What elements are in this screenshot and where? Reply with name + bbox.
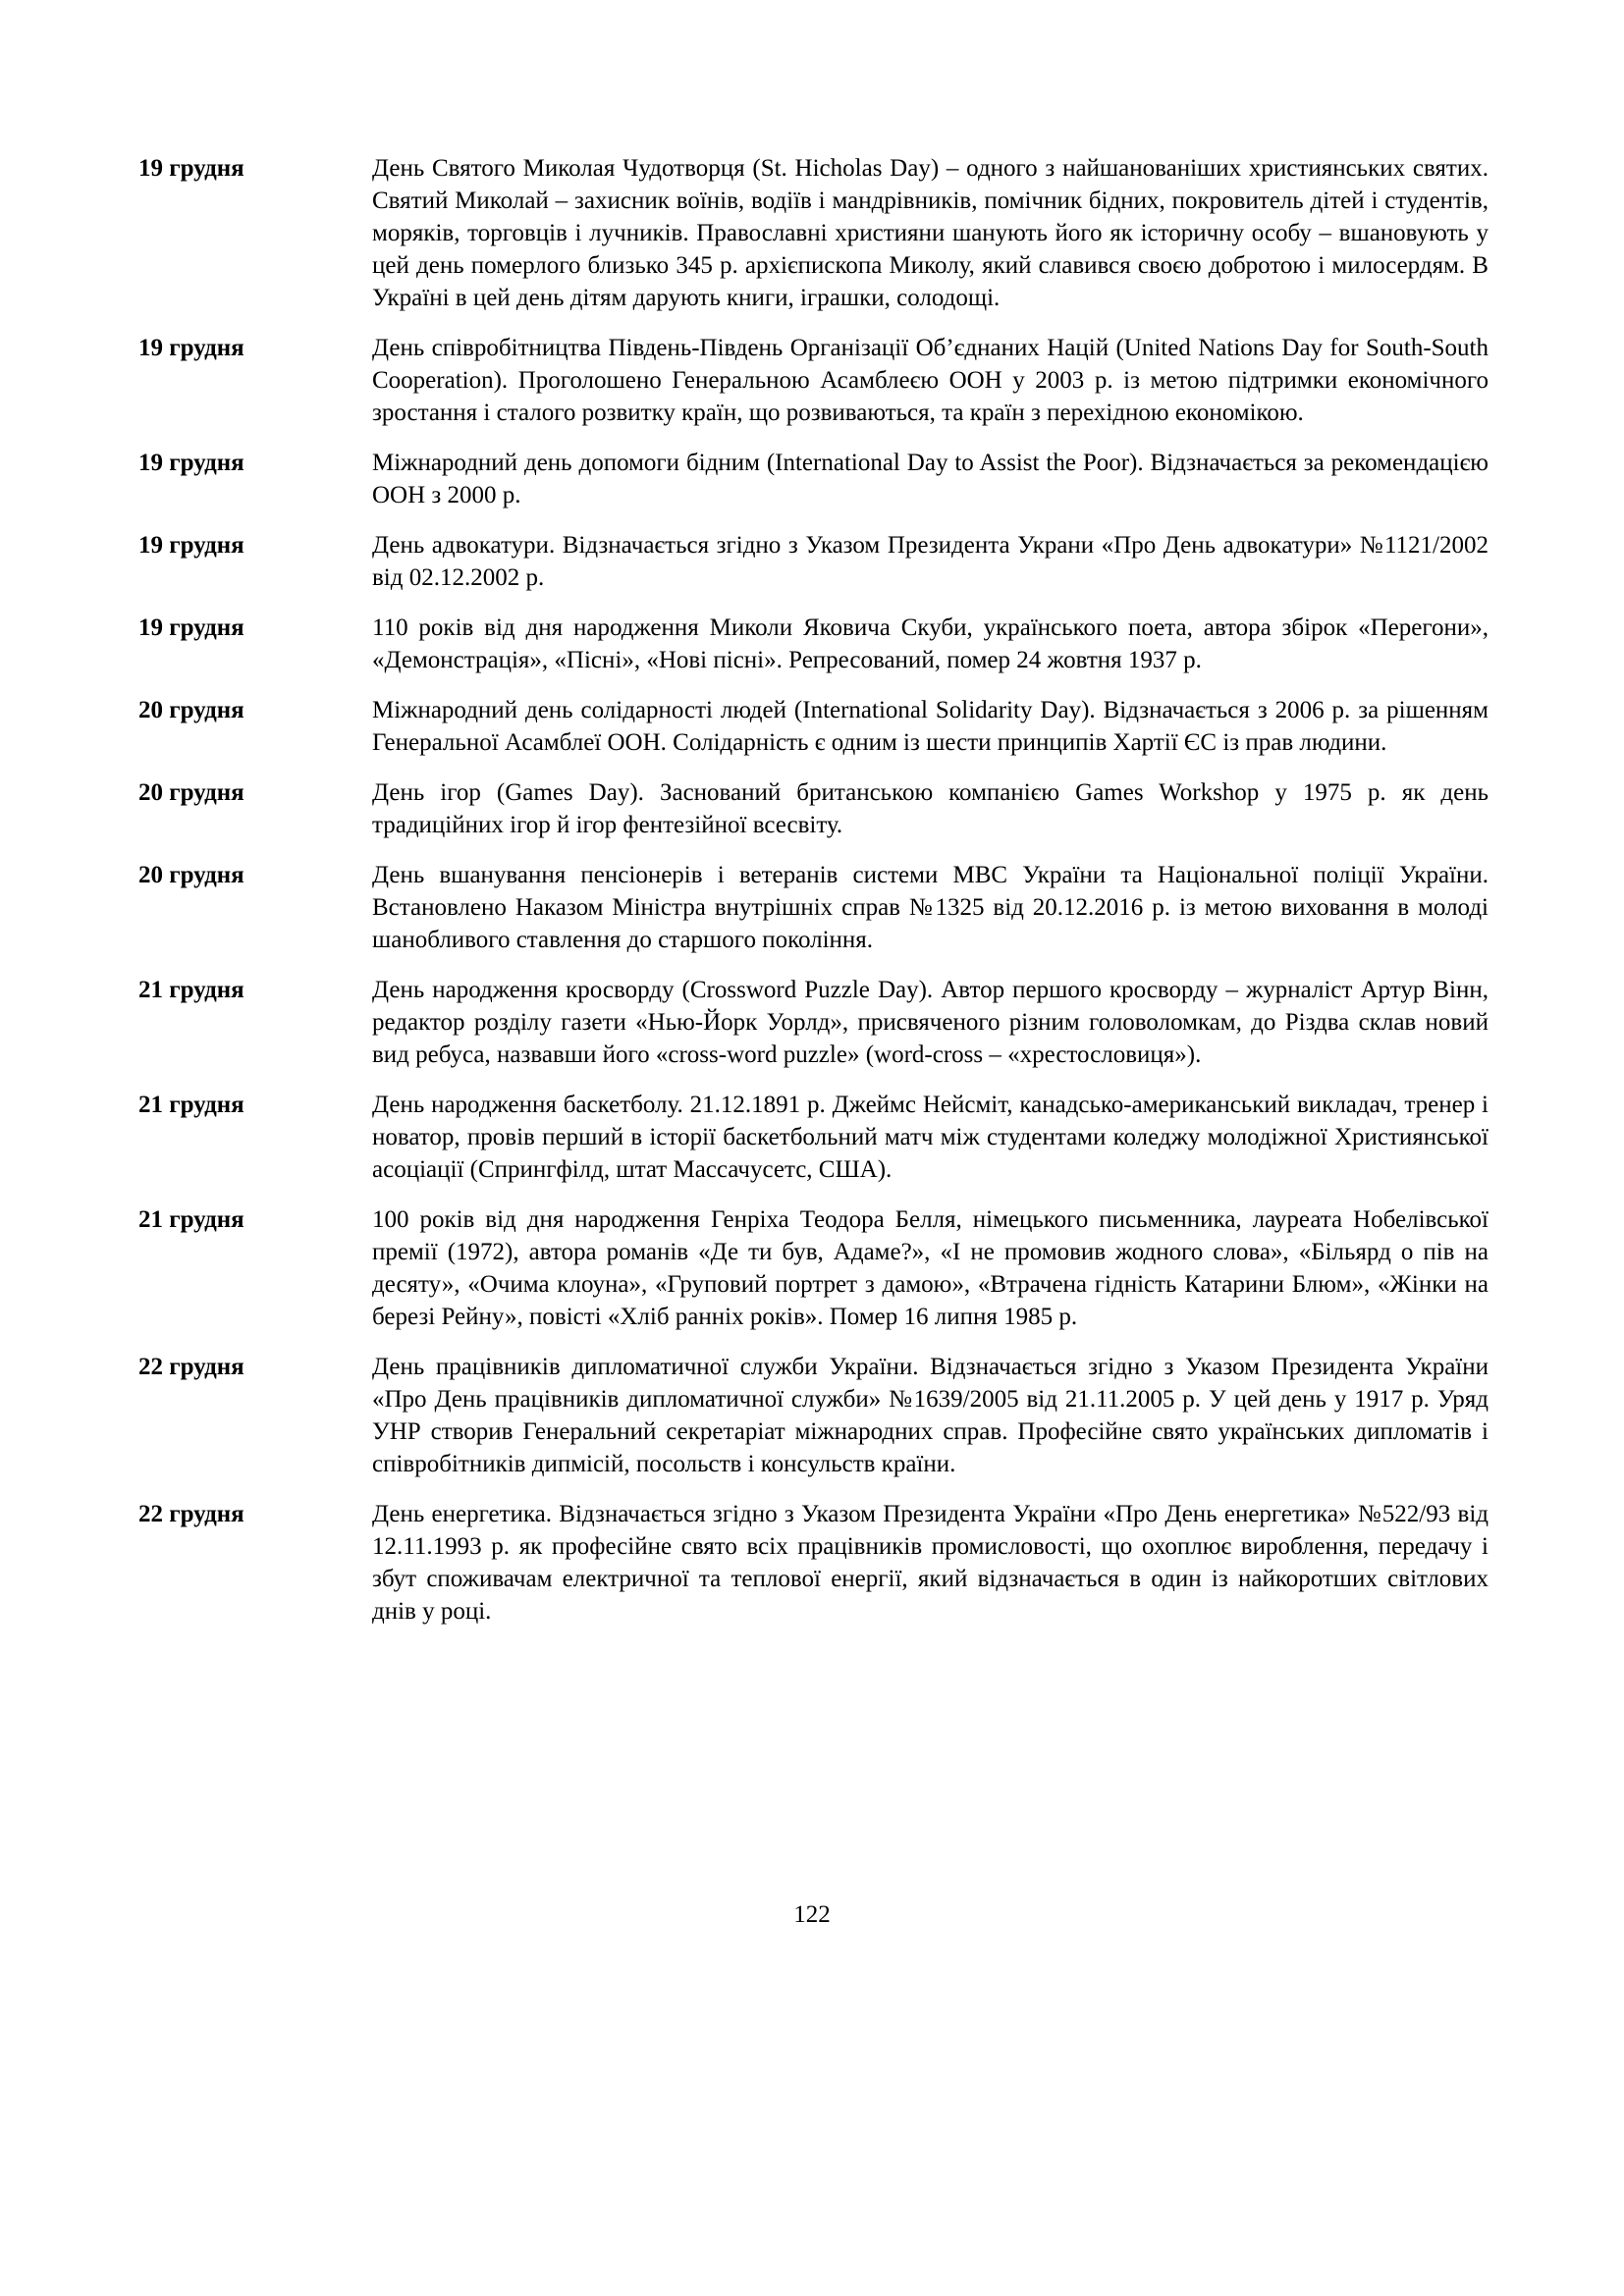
calendar-entry [138, 612, 1489, 676]
calendar-entry [138, 1351, 1489, 1480]
entry-description: День співробітництва Південь-Південь Організації Об’єднаних Націй (United Nations Day for South-South Cooperation). Проголошено Генеральною Асамблеєю ООН у 2003 р. із метою підтримки економічного зростання і сталого розвитку країн, що розвиваються, та країн з перехідною економікою. [372, 335, 1489, 426]
entry-date: 20 грудня [138, 697, 244, 723]
calendar-entries [138, 152, 1489, 1645]
calendar-entry [138, 1498, 1489, 1628]
entry-description: День народження баскетболу. 21.12.1891 р. Джеймс Нейсміт, канадсько-американський викладач, тренер і новатор, провів перший в історії баскетбольний матч між студентами коледжу молодіжної Християнської асоціації (Спрингфілд, штат Массачусетс, США). [372, 1092, 1489, 1183]
entry-date: 19 грудня [138, 450, 244, 476]
entry-description: День народження кросворду (Crossword Puzzle Day). Автор першого кросворду – журналіст Артур Вінн, редактор розділу газети «Нью-Йорк Уорлд», присвяченого різним головоломкам, до Різдва склав новий вид ребуса, назвавши його «cross-word puzzle» (word-cross – «хрестословиця»). [372, 977, 1489, 1068]
entry-date: 19 грудня [138, 155, 244, 182]
entry-date: 19 грудня [138, 532, 244, 559]
entry-date: 19 грудня [138, 335, 244, 361]
entry-description: Міжнародний день солідарності людей (International Solidarity Day). Відзначається з 2006 р. за рішенням Генеральної Асамблеї ООН. Солідарність є одним із шести принципів Хартії ЄС із прав людини. [372, 697, 1489, 756]
entry-description: День адвокатури. Відзначається згідно з Указом Президента Украни «Про День адвокатури» №1121/2002 від 02.12.2002 р. [372, 532, 1489, 591]
calendar-entry [138, 694, 1489, 759]
entry-date: 20 грудня [138, 779, 244, 806]
entry-description: День працівників дипломатичної служби України. Відзначається згідно з Указом Президента України «Про День працівників дипломатичної служби» №1639/2005 від 21.11.2005 р. У цей день у 1917 р. Уряд УНР створив Генеральний секретаріат міжнародних справ. Професійне свято українських дипломатів і співробітників дипмісій, посольств і консульств країни. [372, 1354, 1489, 1477]
calendar-entry [138, 776, 1489, 841]
entry-description: 100 років від дня народження Генріха Теодора Белля, німецького письменника, лауреата Нобелівської премії (1972), автора романів «Де ти був, Адаме?», «І не промовив жодного слова», «Більярд о пів на десяту», «Очима клоуна», «Груповий портрет з дамою», «Втрачена гідність Катарини Блюм», «Жінки на березі Рейну», повісті «Хліб ранніх років». Помер 16 липня 1985 р. [372, 1206, 1489, 1330]
entry-date: 21 грудня [138, 977, 244, 1003]
calendar-entry [138, 447, 1489, 511]
entry-date: 19 грудня [138, 614, 244, 641]
entry-date: 22 грудня [138, 1354, 244, 1380]
calendar-entry [138, 332, 1489, 429]
calendar-entry [138, 1203, 1489, 1333]
entry-description: День Святого Миколая Чудотворця (St. Hicholas Day) – одного з найшанованіших християнських святих. Святий Миколай – захисник воїнів, водіїв і мандрівників, помічник бідних, покровитель дітей і студентів, моряків, торговців і лучників. Православні християни шанують його як історичну особу – вшановують у цей день померлого близько 345 р. архієпископа Миколу, який славився своєю добротою і милосердям. В Україні в цей день дітям дарують книги, іграшки, солодощі. [372, 155, 1489, 311]
page-number: 122 [793, 1901, 831, 1928]
entry-description: День ігор (Games Day). Заснований британською компанією Games Workshop у 1975 р. як день традиційних ігор й ігор фентезійної всесвіту. [372, 779, 1489, 838]
entry-date: 20 грудня [138, 862, 244, 888]
entry-date: 21 грудня [138, 1206, 244, 1233]
entry-date: 22 грудня [138, 1501, 244, 1527]
calendar-entry [138, 974, 1489, 1071]
entry-date: 21 грудня [138, 1092, 244, 1118]
calendar-entry [138, 859, 1489, 956]
calendar-entry [138, 152, 1489, 314]
entry-description: Міжнародний день допомоги бідним (International Day to Assist the Poor). Відзначається за рекомендацією ООН з 2000 р. [372, 450, 1489, 508]
calendar-entry [138, 1089, 1489, 1186]
entry-description: День енергетика. Відзначається згідно з Указом Президента України «Про День енергетика» №522/93 від 12.11.1993 р. як професійне свято всіх працівників промисловості, що охоплює вироблення, передачу і збут споживачам електричної та теплової енергії, який відзначається в один із найкоротших світлових днів у році. [372, 1501, 1489, 1625]
entry-description: День вшанування пенсіонерів і ветеранів системи МВС України та Національної поліції України. Встановлено Наказом Міністра внутрішніх справ №1325 від 20.12.2016 р. із метою виховання в молоді шанобливого ставлення до старшого покоління. [372, 862, 1489, 953]
entry-description: 110 років від дня народження Миколи Яковича Скуби, українського поета, автора збірок «Перегони», «Демонстрація», «Пісні», «Нові пісні». Репресований, помер 24 жовтня 1937 р. [372, 614, 1489, 673]
calendar-entry [138, 529, 1489, 594]
